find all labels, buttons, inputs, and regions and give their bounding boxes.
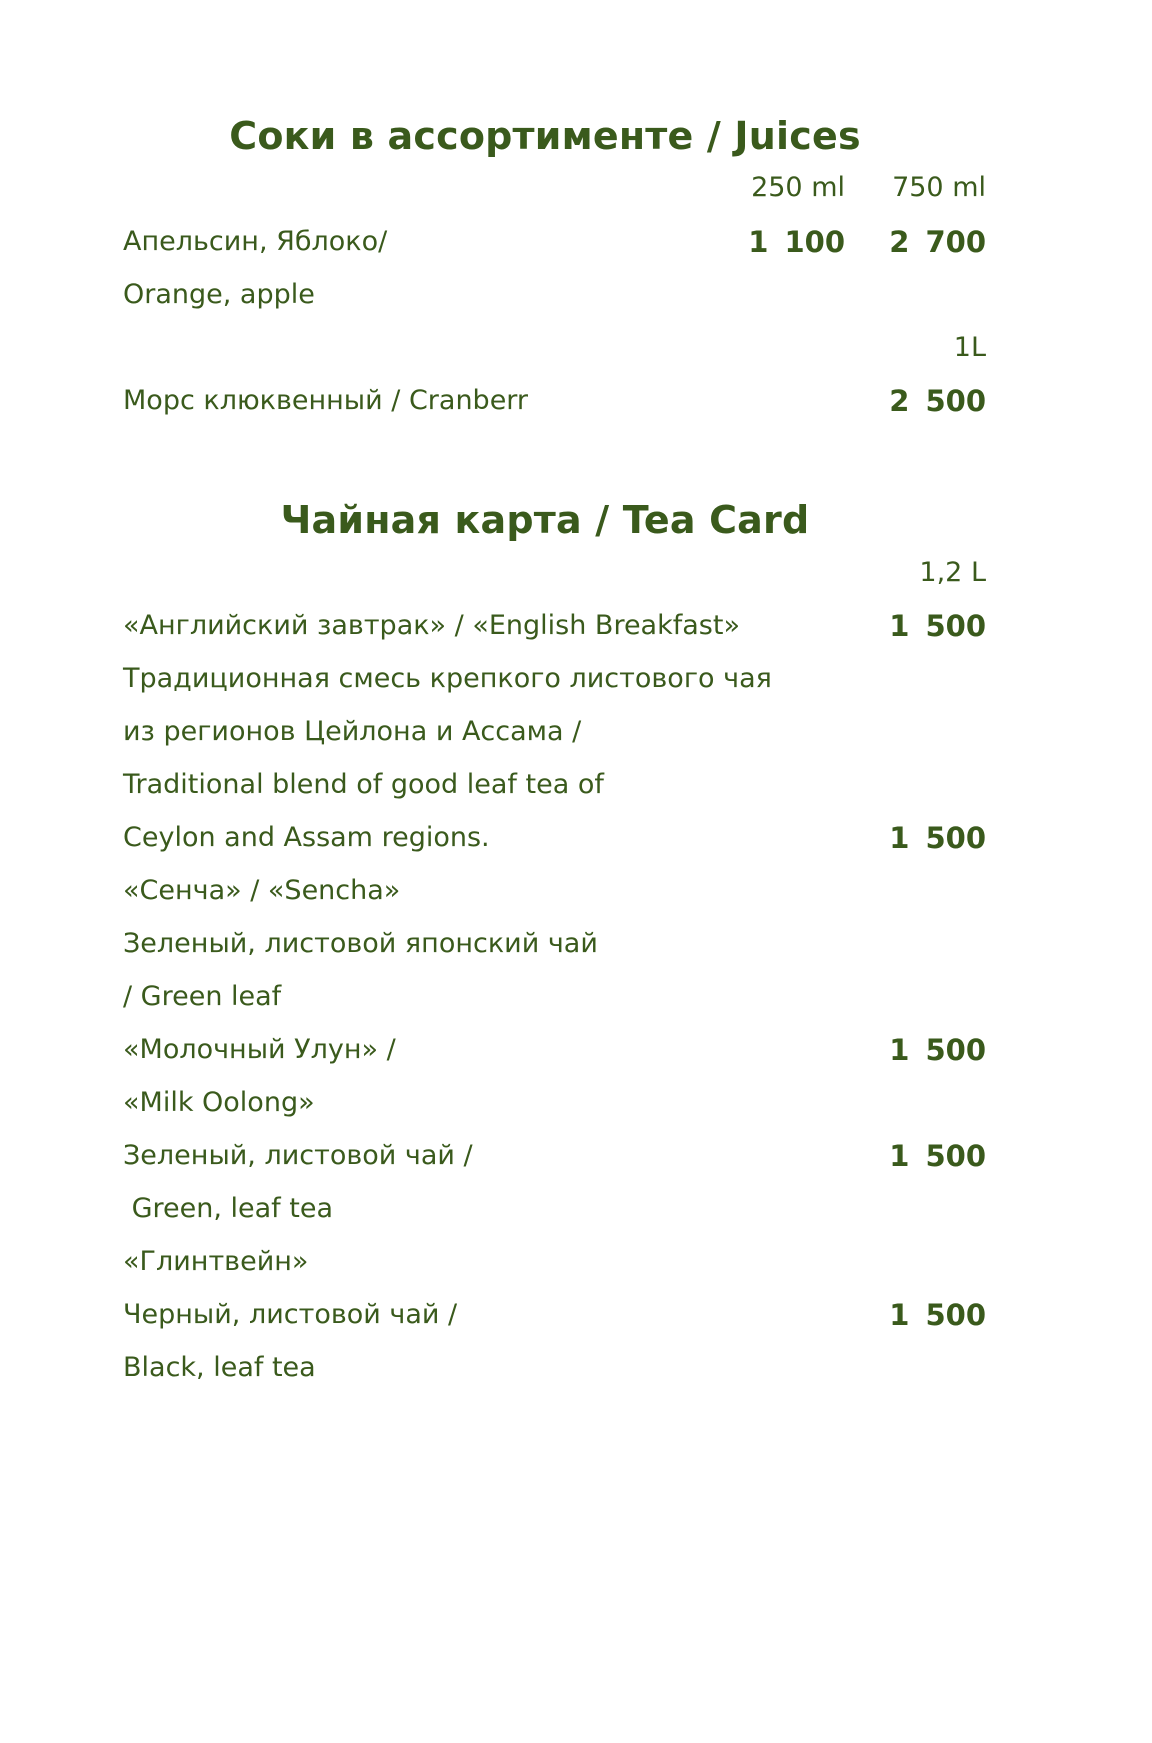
tea-line: Зеленый, листовой чай / xyxy=(123,1140,473,1171)
tea-line: «Сенча» / «Sencha» xyxy=(123,875,401,906)
juices-col-1l-label: 1L xyxy=(953,332,986,363)
orange-apple-price-750: 2 700 xyxy=(889,225,986,259)
cranberry-price: 2 500 xyxy=(889,384,986,418)
tea-line: «Глинтвейн» xyxy=(123,1246,309,1277)
orange-apple-ru: Апельсин, Яблоко/ xyxy=(123,226,388,257)
orange-apple-price-250: 1 100 xyxy=(748,225,845,259)
tea-line: из регионов Цейлона и Ассама / xyxy=(123,716,582,747)
english-breakfast-price: 1 500 xyxy=(889,609,986,643)
tea-line: Black, leaf tea xyxy=(123,1352,316,1383)
tea-line: Ceylon and Assam regions. xyxy=(123,822,490,853)
tea-line: «Английский завтрак» / «English Breakfast» xyxy=(123,610,740,641)
tea-line: «Молочный Улун» / xyxy=(123,1034,396,1065)
tea-col-volume-label: 1,2 L xyxy=(919,557,986,588)
tea-line: Черный, листовой чай / xyxy=(123,1299,458,1330)
sencha-price: 1 500 xyxy=(889,821,986,855)
tea-line: Green, leaf tea xyxy=(123,1193,334,1224)
orange-apple-en: Orange, apple xyxy=(123,279,315,310)
juices-col-750-label: 750 ml xyxy=(892,172,986,203)
tea-heading: Чайная карта / Tea Card xyxy=(280,498,810,542)
cranberry-drink: Морс клюквенный / Cranberr xyxy=(123,385,529,416)
black-leaf-tea-price: 1 500 xyxy=(889,1298,986,1332)
juices-heading: Соки в ассортименте / Juices xyxy=(229,114,861,158)
juices-col-250-label: 250 ml xyxy=(751,172,845,203)
milk-oolong-price: 1 500 xyxy=(889,1033,986,1067)
tea-line: «Milk Oolong» xyxy=(123,1087,315,1118)
tea-line: Traditional blend of good leaf tea of xyxy=(123,769,604,800)
tea-line: Традиционная смесь крепкого листового чая xyxy=(123,663,772,694)
tea-line: / Green leaf xyxy=(123,981,282,1012)
tea-line: Зеленый, листовой японский чай xyxy=(123,928,598,959)
green-leaf-tea-price: 1 500 xyxy=(889,1139,986,1173)
